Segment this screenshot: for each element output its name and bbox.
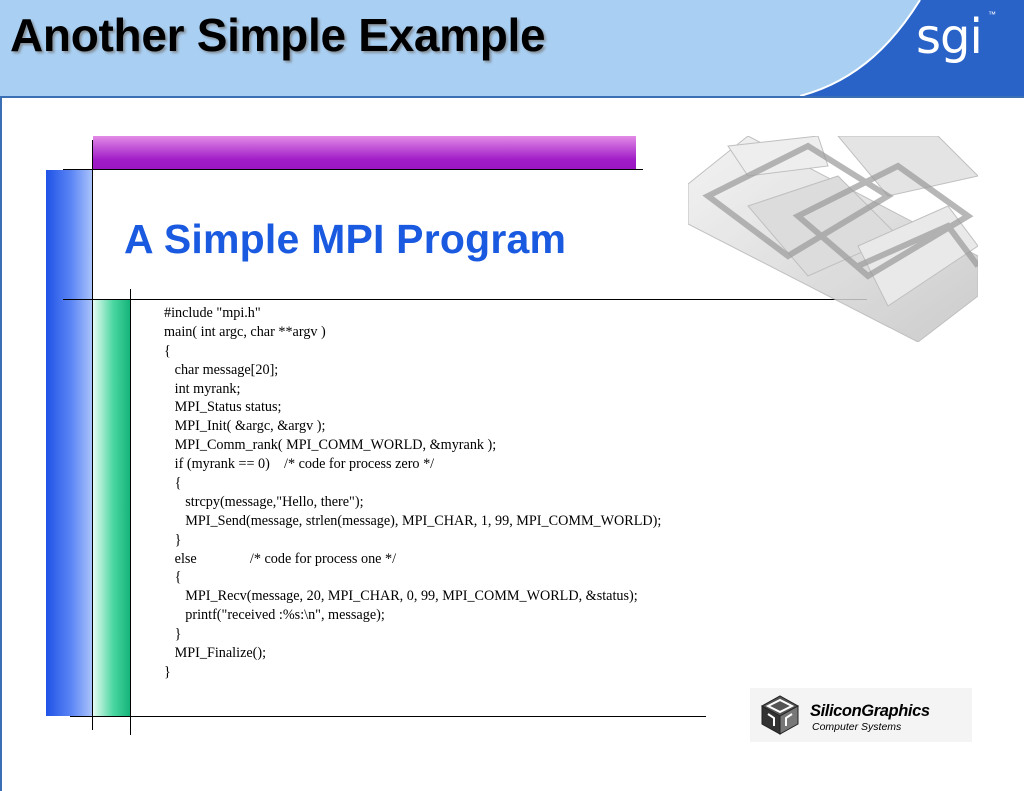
code-line: if (myrank == 0) /* code for process zero */ — [164, 456, 435, 473]
left-rule — [0, 96, 2, 791]
code-line: char message[20]; — [164, 361, 279, 378]
code-block — [164, 304, 661, 682]
code-line: { — [164, 342, 171, 359]
code-line: MPI_Init( &argc, &argv ); — [164, 418, 326, 435]
code-line: } — [164, 626, 182, 643]
vendor-name: SiliconGraphics — [810, 702, 930, 720]
code-line: MPI_Status status; — [164, 399, 282, 416]
left-divider — [92, 140, 93, 730]
code-line: printf("received :%s:\n", message); — [164, 607, 385, 624]
code-line: { — [164, 475, 182, 492]
code-line: MPI_Comm_rank( MPI_COMM_WORLD, &myrank ); — [164, 437, 497, 454]
trademark-mark: ™ — [988, 10, 996, 19]
code-line: main( int argc, char **argv ) — [164, 323, 326, 340]
bottom-rule — [70, 716, 706, 717]
code-divider — [130, 289, 131, 735]
code-line: else /* code for process one */ — [164, 550, 397, 567]
code-line: MPI_Recv(message, 20, MPI_CHAR, 0, 99, MPI_COMM_WORLD, &status); — [164, 588, 638, 605]
slide-title: A Simple MPI Program — [124, 216, 567, 262]
code-line: int myrank; — [164, 380, 241, 397]
lattice-graphic — [688, 136, 978, 342]
blue-side-bar — [46, 170, 92, 716]
sgi-logo: sgi — [916, 9, 982, 65]
code-line: strcpy(message,"Hello, there"); — [164, 493, 364, 510]
header-band — [0, 0, 1024, 98]
code-line: MPI_Finalize(); — [164, 645, 267, 662]
silicon-graphics-mark-icon — [754, 692, 806, 738]
code-line: #include "mpi.h" — [164, 305, 261, 321]
code-line: } — [164, 663, 171, 680]
vendor-subtitle: Computer Systems — [812, 721, 902, 733]
code-line: } — [164, 531, 182, 548]
page-title: Another Simple Example — [10, 9, 546, 61]
code-line: MPI_Send(message, strlen(message), MPI_CHAR, 1, 99, MPI_COMM_WORLD); — [164, 512, 662, 529]
code-line: { — [164, 569, 182, 586]
green-side-bar — [93, 300, 130, 716]
silicon-graphics-logo — [750, 688, 972, 742]
top-rule — [63, 169, 643, 170]
purple-bar — [93, 136, 636, 170]
